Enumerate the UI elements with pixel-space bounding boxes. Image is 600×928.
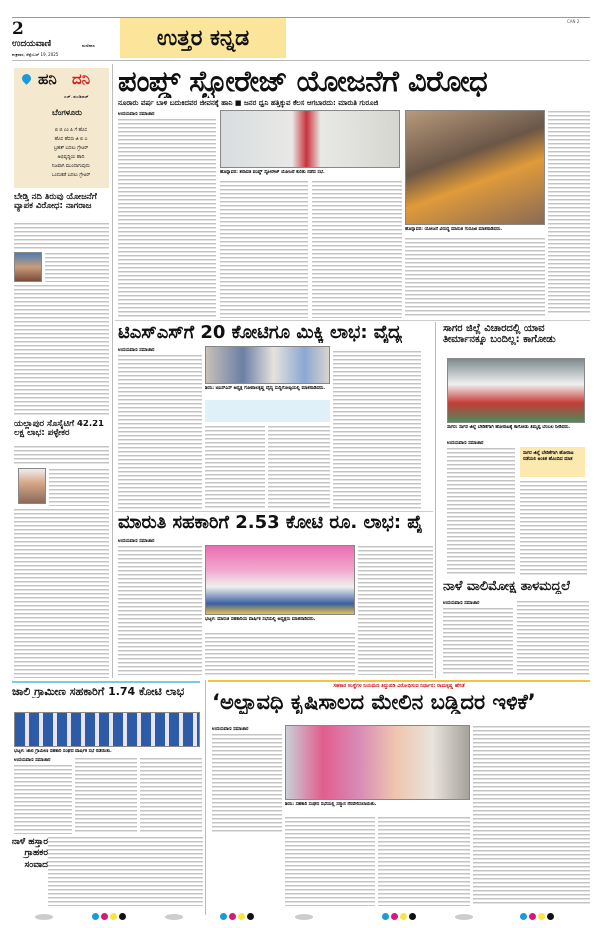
krishi-body-4 bbox=[473, 725, 590, 906]
krishi-body-3 bbox=[378, 816, 470, 906]
hani-heading: ಬೆಂಗಳೂರು bbox=[52, 108, 82, 117]
yellapur-body-3 bbox=[14, 508, 109, 678]
yellow-mark-icon bbox=[400, 913, 407, 920]
tss-body-1 bbox=[118, 354, 202, 509]
maruti-photo bbox=[205, 545, 355, 615]
jali-caption: ಭಟ್ಕಳ: ಜಾಲಿ ಗ್ರಾಮೀಣ ಸಹಕಾರಿ ಸಂಘದ ವಾರ್ಷಿಕ ಸಭೆ ನಡೆಯಿತು. bbox=[14, 749, 112, 754]
sagar-body-1 bbox=[447, 447, 515, 575]
jali-photo bbox=[14, 712, 200, 747]
krishi-body-1 bbox=[212, 733, 282, 833]
tss-body-3 bbox=[268, 425, 330, 509]
jali-headline: ಜಾಲಿ ಗ್ರಾಮೀಣ ಸಹಕಾರಿಗೆ 1.74 ಕೋಟಿ ಲಾಭ bbox=[12, 686, 185, 698]
section-title: ಉತ್ತರ ಕನ್ನಡ bbox=[120, 18, 286, 58]
magenta-mark-icon bbox=[529, 913, 536, 920]
sagar-byline: ಉದಯವಾಣಿ ಸಮಾಚಾರ bbox=[447, 441, 484, 446]
jali-byline: ಉದಯವಾಣಿ ಸಮಾಚಾರ bbox=[14, 758, 51, 763]
cyan-mark-icon bbox=[382, 913, 389, 920]
maruti-body-2 bbox=[205, 632, 355, 675]
maruti-rule bbox=[115, 511, 433, 512]
samvada-label: ನಾಳೆ ಹಸ್ತಾರ ಗ್ರಾಹಕರ ಸಂವಾದ bbox=[11, 837, 48, 870]
column-divider bbox=[112, 64, 113, 678]
sagar-caption: ಸಾಗರ: ಸಾಗರ ಜಿಲ್ಲೆ ಬೇಡಿಕೆಗಾಗಿ ಹೋರಾಟಕ್ಕೆ ಕಾಗೋಡು ತಿಮ್ಮಪ್ಪ ಬೆಂಬಲ ನೀಡಿದರು. bbox=[447, 425, 571, 430]
krishi-bar bbox=[208, 680, 590, 682]
maruti-body-1 bbox=[118, 545, 202, 675]
hani-title: ಹನಿ bbox=[38, 70, 57, 88]
yellapur-headline: ಯಲ್ಲಾಪುರ ಸೊಸೈಟಿಗೆ 42.21 ಲಕ್ಷ ಲಾಭ: ಪಳ್ಳೇಕರ bbox=[14, 420, 104, 439]
yellow-mark-icon bbox=[538, 913, 545, 920]
registration-oval bbox=[455, 914, 473, 920]
maruti-headline: ಮಾರುತಿ ಸಹಕಾರಿಗೆ 2.53 ಕೋಟಿ ರೂ. ಲಾಭ: ಪೈ bbox=[118, 513, 423, 533]
bedti-headline: ಬೇಡ್ತಿ ನದಿ ತಿರುವು ಯೋಜನೆಗೆ ವ್ಯಾಪಕ ವಿರೋಧ: ನಾಗರಾಜ bbox=[14, 193, 97, 212]
talamaddale-body-1 bbox=[443, 607, 513, 675]
paper-name: ಉದಯವಾಣಿ bbox=[12, 39, 52, 49]
main-photo-crowd bbox=[405, 110, 545, 225]
main-caption-1: ಹೊನ್ನಾವರ: ಶರಾವತಿ ಪಂಪ್ಡ್ ಸ್ಟೋರೇಜ್ ಯೋಜನೆ ಕುರಿತು ನಡೆದ ಸಭೆ. bbox=[220, 170, 325, 175]
magenta-mark-icon bbox=[391, 913, 398, 920]
maruti-caption: ಭಟ್ಕಳ: ಮಾರುತಿ ಸಹಕಾರಿಯ ವಾರ್ಷಿಕ ಸಭೆಯಲ್ಲಿ ಅಧ್ಯಕ್ಷರು ಮಾತನಾಡಿದರು. bbox=[205, 617, 316, 622]
yellapur-photo bbox=[18, 468, 46, 504]
main-subhead: ನೂರಾರು ವರ್ಷ ಬಾಳಿ ಬದುಕಿದವರ ಜೀವನಕ್ಕೆ ಹಾನಿ ■ ಜನರ ಧ್ವನಿ ಹತ್ತಿಕ್ಕುವ ಕೆಲಸ ಆಗಬಾರದು: ಮಾರುತಿ ಗುರೂಜಿ bbox=[118, 100, 379, 107]
water-drop-icon bbox=[20, 72, 33, 85]
bottom-divider bbox=[205, 680, 206, 915]
sagar-photo bbox=[447, 358, 585, 423]
cyan-mark-icon bbox=[520, 913, 527, 920]
yellow-mark-icon bbox=[110, 913, 117, 920]
tss-body-2 bbox=[205, 425, 265, 509]
sagar-body-2 bbox=[520, 480, 587, 575]
main-body-2 bbox=[220, 180, 308, 318]
jali-body-3 bbox=[140, 757, 202, 834]
krishi-caption: ಶಿರಸಿ: ಸಹಕಾರಿ ಸಂಘದ ಸಭೆಯಲ್ಲಿ ಸನ್ಮಾನ ನೆರವೇರಿಸಲಾಯಿತು. bbox=[285, 802, 377, 807]
yellapur-body-2 bbox=[49, 468, 109, 506]
registration-oval bbox=[165, 914, 183, 920]
registration-oval bbox=[295, 914, 313, 920]
krishi-photo bbox=[285, 725, 470, 800]
main-body-4 bbox=[405, 237, 545, 317]
date: ಶುಕ್ರವಾರ, ಸೆಪ್ಟೆಂಬರ್ 19, 2025 bbox=[12, 52, 59, 57]
hani-author: ಎಚ್. ಡುಂಡಿರಾಜ್ bbox=[64, 94, 89, 99]
masthead-rule bbox=[12, 60, 590, 61]
yellapur-body bbox=[14, 445, 109, 465]
magenta-mark-icon bbox=[229, 913, 236, 920]
krishi-byline: ಉದಯವಾಣಿ ಸಮಾಚಾರ bbox=[212, 727, 249, 732]
tss-body-4 bbox=[333, 350, 421, 509]
tss-photo bbox=[205, 346, 330, 384]
hani-dani-box bbox=[14, 68, 109, 188]
page-number: 2 bbox=[12, 19, 24, 39]
main-body-1 bbox=[118, 118, 216, 318]
main-photo-meeting bbox=[220, 110, 400, 168]
krishi-kicker: ಸಹಕಾರ ಸಂಸ್ಥೆಗಳ ನಿಯಮದ ತಿದ್ದುಪಡಿ ವಿರೋಧಿಸುವ ನಿರ್ಧಾರ: ರಾಮಕೃಷ್ಣ ಹೆಗಡೆ bbox=[333, 683, 465, 689]
bedti-body-3 bbox=[14, 284, 109, 417]
krishi-body-2 bbox=[285, 816, 375, 906]
bedti-body bbox=[14, 222, 109, 250]
page-code: CAN 2 bbox=[567, 19, 580, 24]
maruti-byline: ಉದಯವಾಣಿ ಸಮಾಚಾರ bbox=[118, 539, 155, 544]
main-byline: ಉದಯವಾಣಿ ಸಮಾಚಾರ bbox=[118, 112, 155, 117]
black-mark-icon bbox=[247, 913, 254, 920]
sagar-highlight: ಸಾಗರ ಜಿಲ್ಲೆ ಬೇಡಿಕೆಗಾಗಿ ಹೋರಾಟ ನಡೆಯಲಿ ಅಂಕಿತ ಹೊಂದಿದ ಮಾತ bbox=[520, 447, 585, 477]
talamaddale-byline: ಉದಯವಾಣಿ ಸಮಾಚಾರ bbox=[443, 601, 480, 606]
yellow-mark-icon bbox=[238, 913, 245, 920]
jali-bar bbox=[12, 681, 200, 683]
bedti-body-2 bbox=[45, 252, 109, 282]
sagar-headline: ಸಾಗರ ಜಿಲ್ಲೆ ವಿಚಾರದಲ್ಲಿ ಯಾವ ತೀರ್ಮಾನಕ್ಕೂ ಬಂದಿಲ್ಲ: ಕಾಗೋಡು bbox=[443, 323, 556, 345]
main-headline: ಪಂಪ್ಡ್ ಸ್ಟೋರೇಜ್ ಯೋಜನೆಗೆ ವಿರೋಧ bbox=[118, 66, 488, 98]
tss-highlight-box bbox=[205, 400, 330, 422]
dani-title: ದನಿ bbox=[72, 70, 91, 88]
registration-oval bbox=[35, 914, 53, 920]
cyan-mark-icon bbox=[92, 913, 99, 920]
tss-byline: ಉದಯವಾಣಿ ಸಮಾಚಾರ bbox=[118, 348, 155, 353]
jali-body-1 bbox=[14, 764, 72, 834]
main-rule bbox=[115, 320, 590, 321]
krishi-headline: ‘ಅಲ್ಪಾವಧಿ ಕೃಷಿಸಾಲದ ಮೇಲಿನ ಬಡ್ಡಿದರ ಇಳಿಕೆ’ bbox=[212, 691, 536, 714]
maruti-body-3 bbox=[358, 545, 433, 675]
main-body-3 bbox=[312, 180, 402, 318]
hani-poem: ಬಿ ಬಿ ಎಂ ಪಿ ಗೆ ಹೊಸ ಹೊಸ ಹೆಸರು ಜಿ ಬಿ ಎ ಬ್ರಹತ್ ಬದಲು ಗ್ರೇಟರ್ ಅಭಿವೃದ್ಧಿಯ ಹಾದಿ ನಿಜವಾಗಿ ಮುಂದಾಗುವುದು ಒಂದುಕಡೆ ಬದಲು ಗ್ರೇಟರ್ bbox=[51, 128, 91, 178]
black-mark-icon bbox=[409, 913, 416, 920]
tss-headline: ಟಿಎಸ್‌ಎಸ್‌ಗೆ 20 ಕೋಟಿಗೂ ಮಿಕ್ಕಿ ಲಾಭ: ವೈದ್ಯ bbox=[118, 323, 403, 343]
right-divider bbox=[435, 322, 436, 678]
top-rule bbox=[12, 17, 590, 18]
talamaddale-body-2 bbox=[517, 600, 589, 675]
talamaddale-headline: ನಾಳೆ ವಾಲಿಮೋಕ್ಷ ತಾಳಮದ್ದಲೆ bbox=[443, 580, 571, 594]
black-mark-icon bbox=[547, 913, 554, 920]
samvada-body bbox=[48, 836, 203, 906]
cyan-mark-icon bbox=[220, 913, 227, 920]
edition-tag: ಮಣಿಪಾಲ bbox=[82, 43, 96, 48]
black-mark-icon bbox=[119, 913, 126, 920]
main-body-5 bbox=[548, 110, 590, 315]
jali-body-2 bbox=[75, 757, 137, 834]
bedti-photo bbox=[14, 252, 42, 282]
tss-caption: ಶಿರಸಿ: ಟಿಎಸ್‌ಎಸ್ ಅಧ್ಯಕ್ಷ ಗೋಪಾಲಕೃಷ್ಣ ವೈದ್ಯ ಸುದ್ದಿಗೋಷ್ಠಿಯಲ್ಲಿ ಮಾತನಾಡಿದರು. bbox=[205, 386, 326, 391]
magenta-mark-icon bbox=[101, 913, 108, 920]
main-caption-2: ಹೊನ್ನಾವರ: ಯೋಜನೆ ವಿರುದ್ಧ ಮಾರುತಿ ಗುರೂಜಿ ಮಾತನಾಡಿದರು. bbox=[405, 227, 503, 232]
